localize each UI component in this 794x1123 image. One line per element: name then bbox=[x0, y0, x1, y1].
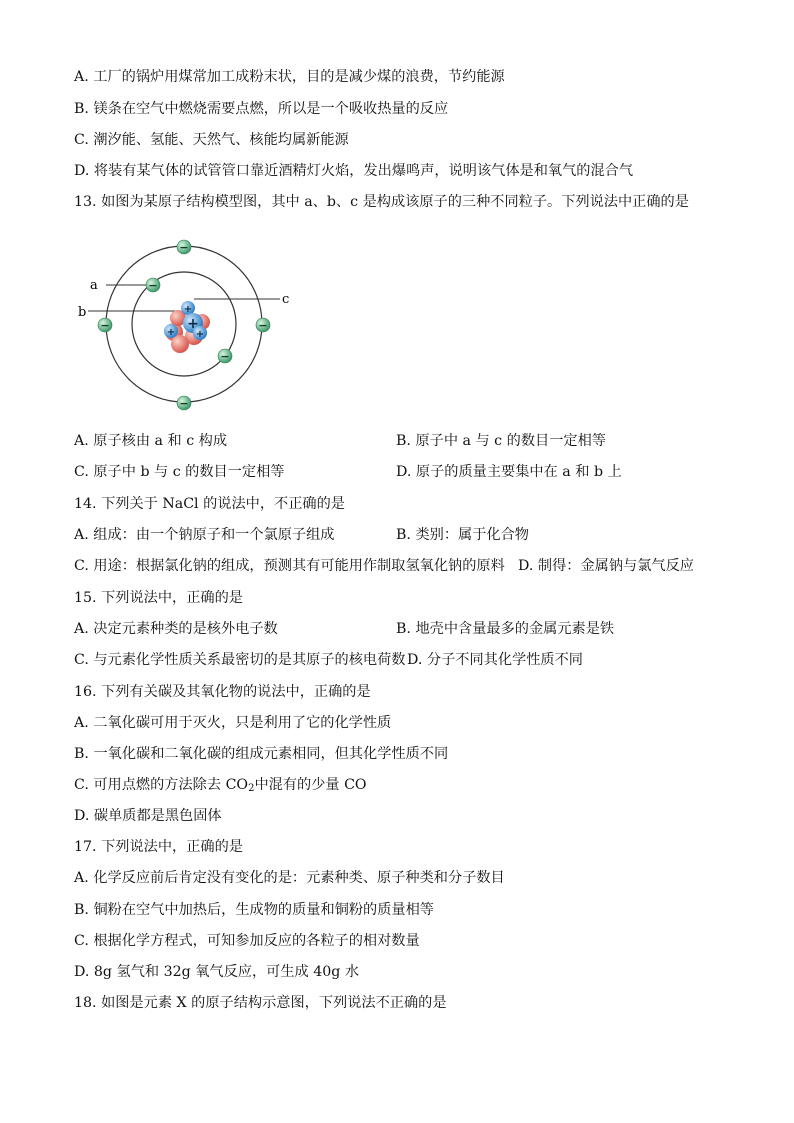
q13-stem: 13. 如图为某原子结构模型图，其中 a、b、c 是构成该原子的三种不同粒子。下列说法中正确的是 bbox=[74, 194, 689, 210]
q16-option-a: A. 二氧化碳可用于灭火，只是利用了它的化学性质 bbox=[74, 715, 392, 731]
proton-sign: + bbox=[187, 316, 199, 332]
q16-option-c bbox=[74, 776, 367, 798]
q15-option-b: B. 地壳中含量最多的金属元素是铁 bbox=[396, 621, 615, 637]
co2-subscript: 2 bbox=[248, 783, 255, 794]
q15-option-c: C. 与元素化学性质关系最密切的是其原子的核电荷数 bbox=[74, 652, 406, 668]
label-c: c bbox=[282, 292, 290, 307]
q12-option-a: A. 工厂的锅炉用煤常加工成粉末状，目的是减少煤的浪费，节约能源 bbox=[74, 69, 505, 85]
q16-option-d: D. 碳单质都是黑色固体 bbox=[74, 808, 222, 824]
q13-option-d: D. 原子的质量主要集中在 a 和 b 上 bbox=[396, 464, 622, 480]
q13-option-a: A. 原子核由 a 和 c 构成 bbox=[74, 433, 228, 449]
q12-option-d: D. 将装有某气体的试管管口靠近酒精灯火焰，发出爆鸣声，说明该气体是和氧气的混合气 bbox=[74, 163, 634, 179]
atom-structure-diagram bbox=[70, 232, 310, 422]
q15-option-d: D. 分子不同其化学性质不同 bbox=[407, 652, 583, 668]
label-a: a bbox=[90, 278, 98, 293]
q14-option-b: B. 类别：属于化合物 bbox=[396, 527, 529, 543]
q14-option-c: C. 用途：根据氯化钠的组成，预测其有可能用作制取氢氧化钠的原料 bbox=[74, 558, 505, 574]
q16-option-c-post: 中混有的少量 CO bbox=[254, 777, 367, 793]
q12-option-c: C. 潮汐能、氢能、天然气、核能均属新能源 bbox=[74, 132, 349, 148]
q15-option-a: A. 决定元素种类的是核外电子数 bbox=[74, 621, 278, 637]
q17-option-c: C. 根据化学方程式，可知参加反应的各粒子的相对数量 bbox=[74, 933, 420, 949]
q16-stem: 16. 下列有关碳及其氧化物的说法中，正确的是 bbox=[74, 684, 371, 700]
electron-sign: − bbox=[179, 397, 189, 410]
q14-stem: 14. 下列关于 NaCl 的说法中，不正确的是 bbox=[74, 496, 345, 512]
proton-sign: + bbox=[166, 327, 176, 338]
q14-option-a: A. 组成：由一个钠原子和一个氯原子组成 bbox=[74, 527, 335, 543]
electron-sign: − bbox=[100, 319, 110, 332]
q17-stem: 17. 下列说法中，正确的是 bbox=[74, 839, 243, 855]
electron-sign: − bbox=[148, 279, 158, 292]
q18-stem: 18. 如图是元素 X 的原子结构示意图，下列说法不正确的是 bbox=[74, 995, 447, 1011]
electron-sign: − bbox=[179, 241, 189, 254]
electron-sign: − bbox=[258, 319, 268, 332]
nucleus bbox=[164, 301, 210, 353]
q15-stem: 15. 下列说法中，正确的是 bbox=[74, 590, 243, 606]
proton-sign: + bbox=[195, 329, 205, 340]
label-b: b bbox=[78, 305, 87, 320]
q13-option-b: B. 原子中 a 与 c 的数目一定相等 bbox=[396, 433, 606, 449]
q16-option-b: B. 一氧化碳和二氧化碳的组成元素相同，但其化学性质不同 bbox=[74, 746, 449, 762]
electron-sign: − bbox=[220, 350, 230, 363]
q13-option-c: C. 原子中 b 与 c 的数目一定相等 bbox=[74, 464, 285, 480]
q17-option-b: B. 铜粉在空气中加热后，生成物的质量和铜粉的质量相等 bbox=[74, 902, 434, 918]
q17-option-d: D. 8g 氢气和 32g 氧气反应，可生成 40g 水 bbox=[74, 964, 360, 980]
proton-sign: + bbox=[183, 304, 193, 315]
q14-option-d: D. 制得：金属钠与氯气反应 bbox=[518, 558, 694, 574]
q16-option-c-pre: C. 可用点燃的方法除去 CO bbox=[74, 777, 249, 793]
q17-option-a: A. 化学反应前后肯定没有变化的是：元素种类、原子种类和分子数目 bbox=[74, 870, 505, 886]
q12-option-b: B. 镁条在空气中燃烧需要点燃，所以是一个吸收热量的反应 bbox=[74, 101, 449, 117]
